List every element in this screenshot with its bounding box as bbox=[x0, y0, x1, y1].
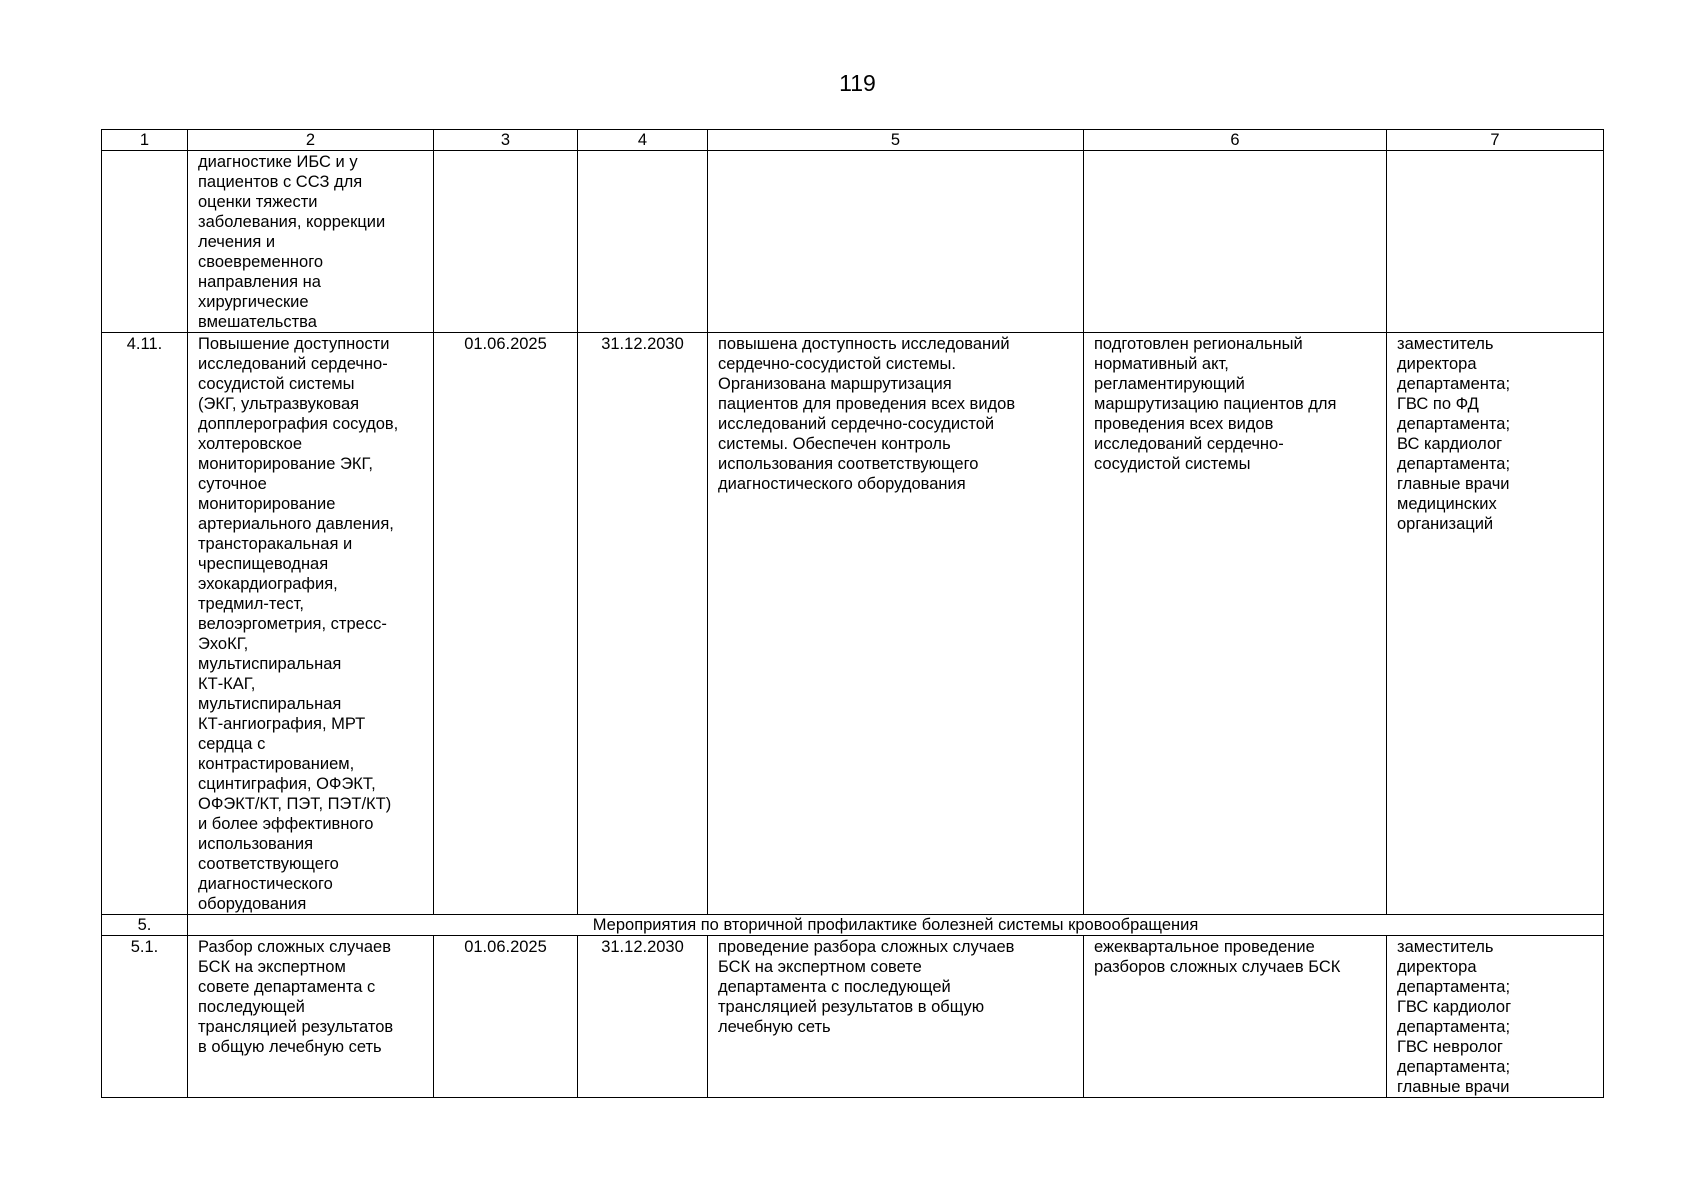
result-cell bbox=[708, 151, 1084, 333]
column-header: 5 bbox=[708, 130, 1084, 151]
end-date-cell bbox=[578, 151, 708, 333]
row-number: 5.1. bbox=[102, 936, 188, 1098]
page-number: 119 bbox=[839, 70, 876, 96]
section-row bbox=[102, 915, 1604, 936]
table-row bbox=[102, 936, 1604, 1098]
indicator-cell: подготовлен региональный нормативный акт, регламентирующий маршрутизацию пациентов для проведения всех видов исследований сердечно- сосудистой системы bbox=[1084, 333, 1387, 915]
row-number: 4.11. bbox=[102, 333, 188, 915]
column-header: 4 bbox=[578, 130, 708, 151]
row-number bbox=[102, 151, 188, 333]
section-number: 5. bbox=[102, 915, 188, 936]
end-date-cell: 31.12.2030 bbox=[578, 333, 708, 915]
table-header-row bbox=[102, 130, 1604, 151]
event-cell: Повышение доступности исследований сердечно- сосудистой системы (ЭКГ, ультразвуковая допплерография сосудов, холтеровское мониторирование ЭКГ, суточное мониторирование артериального давления, трансторакальная и чреспищеводная эхокардиография, тредмил-тест, велоэргометрия, стресс- ЭхоКГ, мультиспиральная КТ-КАГ, мультиспиральная КТ-ангиография, МРТ сердца с контрастированием, сцинтиграфия, ОФЭКТ, ОФЭКТ/КТ, ПЭТ, ПЭТ/КТ) и более эффективного использования соответствующего диагностического оборудования bbox=[188, 333, 434, 915]
responsible-cell: заместитель директора департамента; ГВС по ФД департамента; ВС кардиолог департамента; главные врачи медицинских организаций bbox=[1387, 333, 1604, 915]
result-cell: повышена доступность исследований сердечно-сосудистой системы. Организована маршрутизация пациентов для проведения всех видов исследований сердечно-сосудистой системы. Обеспечен контроль использования соответствующего диагностического оборудования bbox=[708, 333, 1084, 915]
column-header: 3 bbox=[434, 130, 578, 151]
event-cell: диагностике ИБС и у пациентов с ССЗ для оценки тяжести заболевания, коррекции лечения и своевременного направления на хирургические вмешательства bbox=[188, 151, 434, 333]
indicator-cell: ежеквартальное проведение разборов сложных случаев БСК bbox=[1084, 936, 1387, 1098]
table-row bbox=[102, 333, 1604, 915]
indicator-cell bbox=[1084, 151, 1387, 333]
events-table bbox=[101, 129, 1604, 1098]
table-row bbox=[102, 151, 1604, 333]
end-date-cell: 31.12.2030 bbox=[578, 936, 708, 1098]
event-cell: Разбор сложных случаев БСК на экспертном совете департамента с последующей трансляцией результатов в общую лечебную сеть bbox=[188, 936, 434, 1098]
start-date-cell: 01.06.2025 bbox=[434, 936, 578, 1098]
column-header: 1 bbox=[102, 130, 188, 151]
column-header: 6 bbox=[1084, 130, 1387, 151]
column-header: 7 bbox=[1387, 130, 1604, 151]
start-date-cell: 01.06.2025 bbox=[434, 333, 578, 915]
result-cell: проведение разбора сложных случаев БСК на экспертном совете департамента с последующей трансляцией результатов в общую лечебную сеть bbox=[708, 936, 1084, 1098]
start-date-cell bbox=[434, 151, 578, 333]
responsible-cell: заместитель директора департамента; ГВС кардиолог департамента; ГВС невролог департамента; главные врачи bbox=[1387, 936, 1604, 1098]
section-title: Мероприятия по вторичной профилактике болезней системы кровообращения bbox=[188, 915, 1604, 936]
column-header: 2 bbox=[188, 130, 434, 151]
responsible-cell bbox=[1387, 151, 1604, 333]
